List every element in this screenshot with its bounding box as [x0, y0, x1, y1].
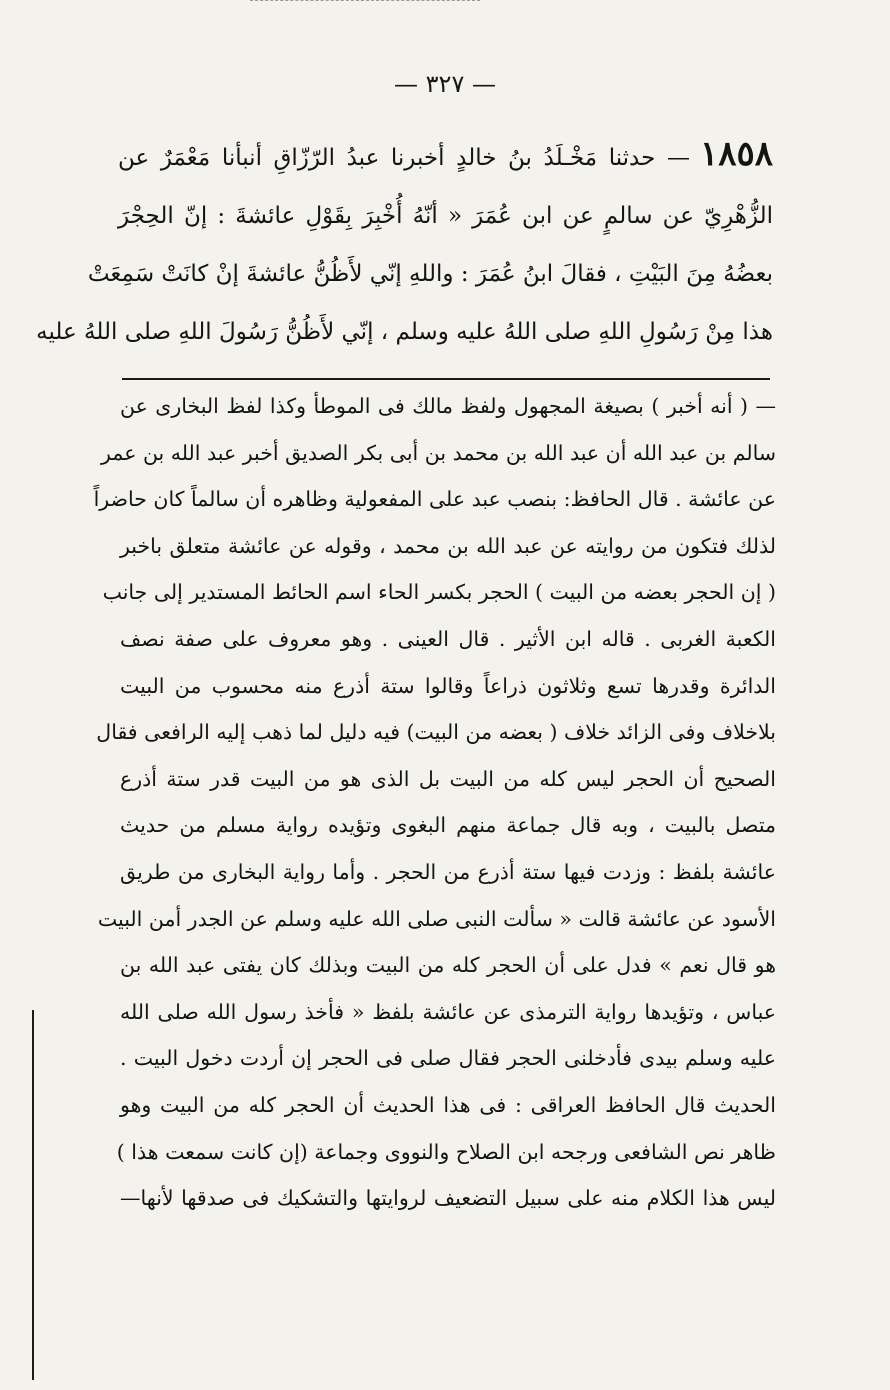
hadith-line: الزُّهْرِيّ عن سالمٍ عن ابن عُمَرَ « أنّهُ أُخْبِرَ بِقَوْلِ عائشةَ : إنّ الحِجْرَ: [118, 203, 773, 229]
hadith-text: [36, 125, 773, 361]
commentary-line: عائشة بلفظ : وزدت فيها ستة أذرع من الحجر . وأما رواية البخارى من طريق: [120, 859, 776, 884]
commentary-line: الصحيح أن الحجر ليس كله من البيت بل الذى هو من البيت قدر ستة أذرع: [120, 766, 776, 791]
commentary-line: عن عائشة . قال الحافظ: بنصب عبد على المفعولية وظاهره أن سالماً كان حاضراً: [93, 487, 776, 512]
commentary-line: الأسود عن عائشة قالت « سألت النبى صلى الله عليه وسلم عن الجدر أمن البيت: [97, 906, 776, 931]
commentary-text: [93, 383, 776, 1222]
commentary-line: لذلك فتكون من روايته عن عبد الله بن محمد ، وقوله عن عائشة متعلق باخبر: [120, 533, 776, 558]
commentary-line: هو قال نعم » فدل على أن الحجر كله من البيت وبذلك كان يفتى عبد الله بن: [120, 953, 776, 978]
page-number: — ٣٢٧ —: [394, 70, 496, 98]
commentary-line: متصل بالبيت ، وبه قال جماعة منهم البغوى وتؤيده رواية مسلم من حديث: [120, 813, 776, 838]
commentary-line: — ( أنه أخبر ) بصيغة المجهول ولفظ مالك فى الموطأ وكذا لفظ البخارى عن: [120, 394, 776, 418]
commentary-line: ليس هذا الكلام منه على سبيل التضعيف لروايتها والتشكيك فى صدقها لأنها—: [120, 1186, 776, 1211]
hadith-number: ١٨٥٨: [699, 134, 773, 174]
footnote-separator: [122, 378, 770, 380]
commentary-line: الكعبة الغربى . قاله ابن الأثير . قال العينى . وهو معروف على صفة نصف: [120, 626, 776, 651]
commentary-line: سالم بن عبد الله أن عبد الله بن محمد بن أبى بكر الصديق أخبر عبد الله بن عمر: [101, 440, 776, 465]
commentary-line: بلاخلاف وفى الزائد خلاف ( بعضه من البيت) فيه دليل لما ذهب إليه الرافعى فقال: [96, 720, 776, 745]
commentary-line: الحديث قال الحافظ العراقى : فى هذا الحديث أن الحجر كله من البيت وهو: [120, 1092, 776, 1117]
scan-edge-mark: [250, 0, 480, 7]
hadith-line: بعضُهُ مِنَ البَيْتِ ، فقالَ ابنُ عُمَرَ : واللهِ إنّي لأَظُنُّ عائشةَ إنْ كانَتْ سَمِعَتْ: [87, 261, 773, 287]
hadith-line: ١٨٥٨— حدثنا مَخْـلَدُ بنُ خالدٍ أخبرنا عبدُ الرّزّاقِ أنبأنا مَعْمَرٌ عن: [118, 134, 773, 174]
commentary-line: عباس ، وتؤيدها رواية الترمذى عن عائشة بلفظ « فأخذ رسول الله صلى الله: [120, 999, 776, 1024]
commentary-line: عليه وسلم بيدى فأدخلنى الحجر فقال صلى فى الحجر إن أردت دخول البيت .: [120, 1046, 776, 1071]
commentary-line: الدائرة وقدرها تسع وثلاثون ذراعاً وقالوا ستة أذرع منه محسوب من البيت: [120, 673, 776, 698]
commentary-line: ( إن الحجر بعضه من البيت ) الحجر بكسر الحاء اسم الحائط المستدير إلى جانب: [102, 580, 776, 605]
hadith-line: هذا مِنْ رَسُولِ اللهِ صلى اللهُ عليه وسلم ، إنّي لأَظُنُّ رَسُولَ اللهِ صلى اللهُ عليه: [36, 319, 773, 345]
commentary-line: ظاهر نص الشافعى ورجحه ابن الصلاح والنووى وجماعة (إن كانت سمعت هذا ): [116, 1139, 776, 1164]
scan-margin-line: [32, 1010, 34, 1380]
